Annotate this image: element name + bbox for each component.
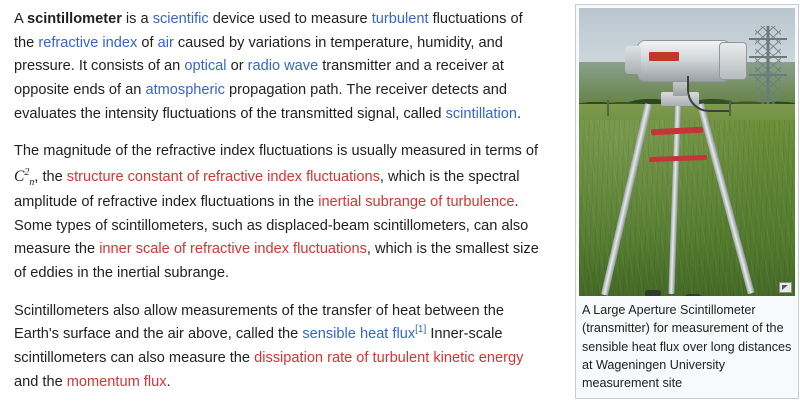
- wiki-red-link[interactable]: momentum flux: [66, 373, 167, 390]
- tripod-foot-right: [645, 290, 661, 296]
- paragraph-intro: A scintillometer is a scientific device used to measure turbulent fluctuations of the refractive index of air caused by variations in temperature, humidity, and pressure. It consists of an optical or radio wave transmitter and a receiver at opposite ends of an atmospheric propagation path. The receiver detects and evaluates the intensity fluctuations of the transmitted signal, called scintillation.: [14, 11, 523, 122]
- pylon-arm-lower: [749, 74, 787, 76]
- pylon-arm-upper: [749, 38, 787, 40]
- wiki-link[interactable]: sensible heat flux: [302, 326, 416, 343]
- reference-marker[interactable]: [415, 324, 426, 335]
- wiki-link[interactable]: radio wave: [247, 58, 319, 75]
- wiki-link[interactable]: scientific: [152, 11, 209, 27]
- article-term: scintillometer: [26, 11, 122, 27]
- paragraph-heat-flux: Scintillometers also allow measurements of the transfer of heat between the Earth's surface and the air above, called the sensible heat flux[1] Inner-scale scintillometers can also measure the dissipation rate of turbulent kinetic energy and the momentum flux.: [14, 302, 524, 390]
- image-thumbnail[interactable]: [575, 4, 799, 399]
- tripod-foot-left: [685, 294, 701, 296]
- wiki-link[interactable]: atmospheric: [145, 81, 225, 98]
- wiki-red-link[interactable]: inertial subrange of turbulence: [318, 194, 515, 211]
- wiki-link[interactable]: turbulent: [371, 11, 429, 27]
- wiki-red-link[interactable]: dissipation rate of turbulent kinetic energy: [254, 349, 524, 366]
- image-caption: A Large Aperture Scintillometer (transmitter) for measurement of the sensible heat flux over long distances at Wageningen University measurement site: [582, 303, 792, 390]
- instrument-label: [649, 52, 679, 61]
- scintillometer-photo[interactable]: [579, 8, 795, 296]
- pylon-arm-middle: [749, 56, 787, 58]
- scintillometer-aperture: [719, 42, 747, 80]
- reference-link[interactable]: [1]: [415, 324, 427, 336]
- fence-post-right: [729, 100, 731, 116]
- wiki-link[interactable]: refractive index: [38, 34, 138, 51]
- enlarge-icon[interactable]: [779, 282, 792, 293]
- fence-post-left: [607, 100, 609, 116]
- wiki-link[interactable]: optical: [184, 58, 227, 75]
- wiki-link[interactable]: scintillation: [445, 105, 517, 122]
- scintillometer-rear-cap: [625, 46, 641, 74]
- wiki-link[interactable]: air: [157, 34, 174, 51]
- wiki-red-link[interactable]: structure constant of refractive index fluctuations: [66, 168, 380, 185]
- math-formula: $C^2_n$: [14, 166, 35, 188]
- paragraph-structure-constant: The magnitude of the refractive index fluctuations is usually measured in terms of $C^2_n$, the structure constant of refractive index fluctuations, which is the spectral amplitude of refractive index fluctuations in the inertial subrange of turbulence. Some types of scintillometers, such as displaced-beam scintillometers, can also measure the inner scale of refractive index fluctuations, which is the smallest size of eddies in the inertial subrange.: [14, 143, 539, 282]
- wiki-red-link[interactable]: inner scale of refractive index fluctuations: [99, 241, 367, 258]
